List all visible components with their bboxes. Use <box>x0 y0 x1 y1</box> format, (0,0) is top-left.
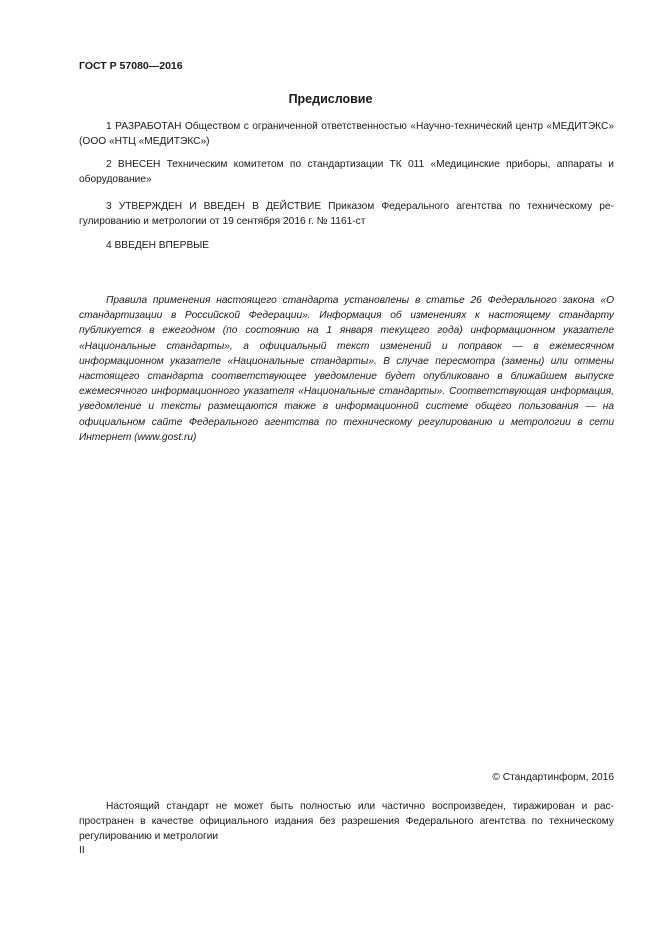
foreword-item-4: 4 ВВЕДЕН ВПЕРВЫЕ <box>106 240 210 251</box>
page-title: Предисловие <box>288 92 373 106</box>
page-number: II <box>79 845 85 856</box>
foreword-item-2: 2 ВНЕСЕН Техническим комитетом по стандартизации ТК 011 «Медицинские приборы, аппараты и оборудование» <box>79 159 614 185</box>
reproduction-notice: Настоящий стандарт не может быть полностью или частично воспроизведен, тиражирован и распространен в качестве официального издания без разрешения Федерального агентства по техническому регулированию и метрологии <box>79 801 614 842</box>
standard-code: ГОСТ Р 57080—2016 <box>79 60 183 72</box>
application-notice: Правила применения настоящего стандарта установлены в статье 26 Федерального закона «О стандартизации в Российской Федерации». Информация об изменениях к настоящему стандарту публикуется в ежегодном (по состоянию на 1 января текущего года) информационном указателе «Национальные стандарты», а официальный текст изменений и поправок — в ежемесячном информационном указателе «Национальные стандарты». В случае пересмотра (замены) или отмены настоящего стандарта соответствующее уведомление будет опубликовано в ближайшем выпуске ежемесячного информационного указателя «Национальные стандарты». Соответствующая информация, уведомление и тексты размещаются также в информационной системе общего пользования — на официальном сайте Федерального агентства по техническому регулированию и метрологии в сети Интернет (www.gost.ru) <box>79 295 614 443</box>
foreword-item-3: 3 УТВЕРЖДЕН И ВВЕДЕН В ДЕЙСТВИЕ Приказом Федерального агентства по техническому регулированию и метрологии от 19 сентября 2016 г. № 1161-ст <box>79 201 614 227</box>
foreword-item-1: 1 РАЗРАБОТАН Обществом с ограниченной ответственностью «Научно-технический центр «МЕДИТЭКС» (ООО «НТЦ «МЕДИТЭКС») <box>79 121 614 147</box>
copyright-line: © Стандартинформ, 2016 <box>492 772 614 783</box>
